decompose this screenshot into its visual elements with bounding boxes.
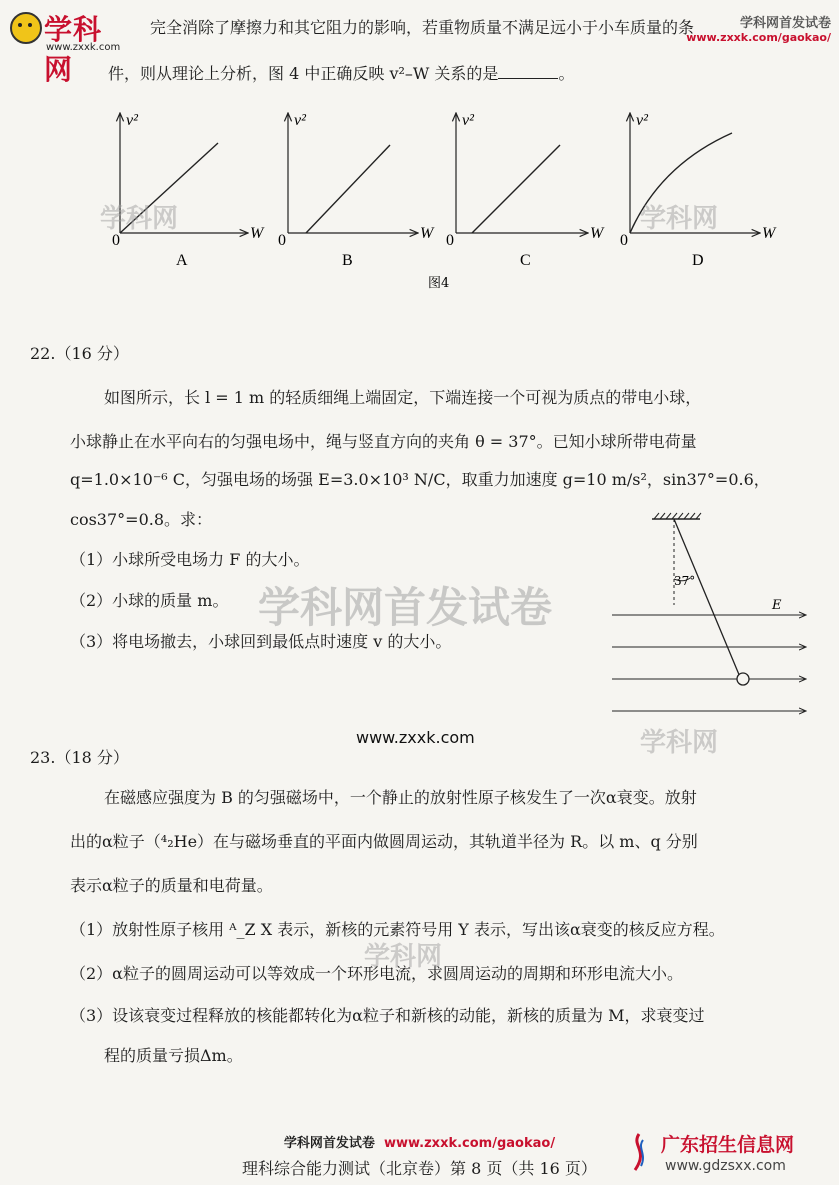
string <box>674 519 740 677</box>
graph-c <box>446 112 605 269</box>
logo-brand: 学科网 <box>44 13 103 86</box>
watermark-brand-1: 学科网 <box>100 204 179 234</box>
q22-sub1: （1）小球所受电场力 F 的大小。 <box>70 550 310 569</box>
q23-sub2: （2）α粒子的圆周运动可以等效成一个环形电流，求圆周运动的周期和环形电流大小。 <box>70 964 683 983</box>
watermark-center: 学科网首发试卷 <box>258 583 553 632</box>
q22-p1: 如图所示，长 l = 1 m 的轻质细绳上端固定，下端连接一个可视为质点的带电小球， <box>104 388 702 407</box>
q22-sub2: （2）小球的质量 m。 <box>70 591 229 610</box>
header-right <box>686 12 831 44</box>
intro-line-2-end: 。 <box>558 64 575 83</box>
figure-4-caption: 图4 <box>428 276 450 291</box>
graph-d-xlabel: W <box>762 225 776 242</box>
logo-url: www.zxxk.com <box>46 42 121 53</box>
q23-p3: 表示α粒子的质量和电荷量。 <box>70 876 273 895</box>
q22-number: 22.（16 分） <box>30 344 129 363</box>
q22-p2: 小球静止在水平向右的匀强电场中，绳与竖直方向的夹角 θ = 37°。已知小球所带电荷量 <box>70 432 697 451</box>
angle-label: 37° <box>674 574 696 588</box>
q22-sub3: （3）将电场撤去，小球回到最低点时速度 v 的大小。 <box>70 632 452 651</box>
graph-c-label: C <box>520 252 531 269</box>
header-url: www.zxxk.com/gaokao/ <box>686 31 831 44</box>
graph-c-ylabel: v² <box>462 112 474 129</box>
graph-a-origin: 0 <box>112 232 120 249</box>
graph-a-label: A <box>176 252 188 269</box>
graph-d-label: D <box>692 252 704 269</box>
q23-number: 23.（18 分） <box>30 748 129 767</box>
charged-ball <box>737 673 749 685</box>
footer-page-info: 理科综合能力测试（北京卷）第 8 页（共 16 页） <box>242 1159 597 1178</box>
answer-blank <box>498 64 558 79</box>
watermark-brand-3: 学科网 <box>640 728 719 758</box>
graph-c-origin: 0 <box>446 232 454 249</box>
q22-p4: cos37°=0.8。求： <box>70 510 213 529</box>
graph-d-ylabel: v² <box>636 112 648 129</box>
watermark-url: www.zxxk.com <box>356 728 475 747</box>
q23-sub1: （1）放射性原子核用 ᴬ_Z X 表示，新核的元素符号用 Y 表示，写出该α衰变的核反应方程。 <box>70 920 725 939</box>
graph-c-xlabel: W <box>590 225 604 242</box>
partner-name: 广东招生信息网 <box>661 1134 795 1156</box>
graph-c-curve <box>472 145 560 233</box>
q23-sub3a: （3）设该衰变过程释放的核能都转化为α粒子和新核的动能，新核的质量为 M，求衰变过 <box>70 1006 705 1025</box>
watermark-brand-4: 学科网 <box>364 942 443 972</box>
q23-p1: 在磁感应强度为 B 的匀强磁场中，一个静止的放射性原子核发生了一次α衰变。放射 <box>104 788 697 807</box>
header-title: 学科网首发试卷 <box>739 16 831 31</box>
site-logo <box>10 6 130 86</box>
graph-a-ylabel: v² <box>126 112 138 129</box>
graph-a-xlabel: W <box>250 225 264 242</box>
intro-line-1: 完全消除了摩擦力和其它阻力的影响，若重物质量不满足远小于小车质量的条 <box>150 18 695 37</box>
graph-b-curve <box>306 145 390 233</box>
graph-b-label: B <box>342 252 353 269</box>
q23-p2: 出的α粒子（⁴₂He）在与磁场垂直的平面内做圆周运动，其轨道半径为 R。以 m、q 分别 <box>70 832 698 851</box>
field-label: E <box>772 598 782 613</box>
graph-b-origin: 0 <box>278 232 286 249</box>
partner-logo <box>625 1128 825 1182</box>
graph-d <box>620 112 777 269</box>
mascot-icon <box>10 12 42 44</box>
watermark-brand-2: 学科网 <box>640 204 719 234</box>
ceiling-support <box>652 513 701 519</box>
graph-b-ylabel: v² <box>294 112 306 129</box>
intro-line-2-text: 件，则从理论上分析，图 4 中正确反映 v²–W 关系的是 <box>108 64 499 83</box>
partner-mark-icon <box>625 1132 653 1172</box>
q22-diagram <box>600 505 815 720</box>
q23-sub3b: 程的质量亏损Δm。 <box>104 1046 243 1065</box>
graph-a <box>112 112 265 269</box>
graph-b-xlabel: W <box>420 225 434 242</box>
intro-line-2 <box>108 64 574 84</box>
q22-p3: q=1.0×10⁻⁶ C，匀强电场的场强 E=3.0×10³ N/C，取重力加速度 g=10 m/s²，sin37°=0.6， <box>70 470 770 489</box>
graph-b <box>278 112 435 269</box>
graph-d-origin: 0 <box>620 232 628 249</box>
partner-url: www.gdzsxx.com <box>665 1158 786 1174</box>
footer-url: www.zxxk.com/gaokao/ <box>383 1136 556 1151</box>
footer-title: 学科网首发试卷 <box>283 1136 375 1151</box>
